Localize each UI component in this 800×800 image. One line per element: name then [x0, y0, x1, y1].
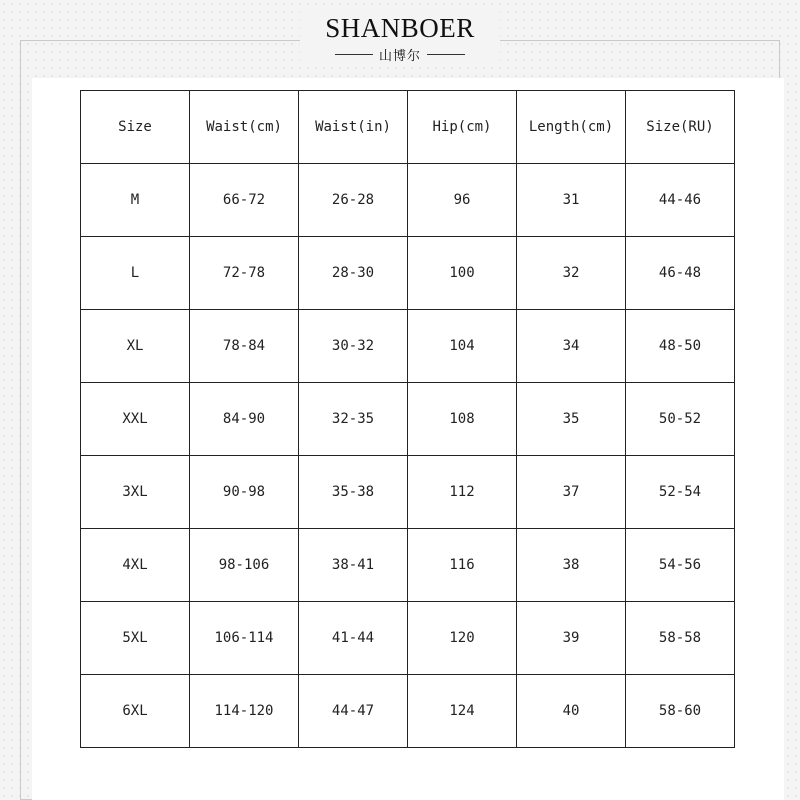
cell-size: XL [81, 310, 190, 383]
brand-subtitle-row [300, 45, 500, 64]
cell-hip-cm: 116 [408, 529, 517, 602]
cell-waist-cm: 72-78 [190, 237, 299, 310]
cell-waist-in: 41-44 [299, 602, 408, 675]
cell-size-ru: 54-56 [626, 529, 735, 602]
header-size-ru: Size(RU) [626, 91, 735, 164]
cell-size: 6XL [81, 675, 190, 748]
cell-waist-in: 44-47 [299, 675, 408, 748]
cell-length-cm: 35 [517, 383, 626, 456]
cell-size: M [81, 164, 190, 237]
cell-length-cm: 34 [517, 310, 626, 383]
table-row [81, 456, 735, 529]
table-row [81, 383, 735, 456]
cell-size-ru: 52-54 [626, 456, 735, 529]
cell-waist-in: 28-30 [299, 237, 408, 310]
cell-hip-cm: 104 [408, 310, 517, 383]
table-row [81, 529, 735, 602]
cell-size: L [81, 237, 190, 310]
header-waist-in: Waist(in) [299, 91, 408, 164]
divider-left [335, 54, 373, 55]
brand-name: SHANBOER [325, 13, 475, 43]
cell-size: 3XL [81, 456, 190, 529]
table-row [81, 602, 735, 675]
header-length-cm: Length(cm) [517, 91, 626, 164]
table-row [81, 675, 735, 748]
cell-hip-cm: 108 [408, 383, 517, 456]
cell-waist-in: 30-32 [299, 310, 408, 383]
header-size: Size [81, 91, 190, 164]
cell-length-cm: 38 [517, 529, 626, 602]
header-hip-cm: Hip(cm) [408, 91, 517, 164]
cell-waist-cm: 84-90 [190, 383, 299, 456]
cell-size-ru: 48-50 [626, 310, 735, 383]
cell-size: 4XL [81, 529, 190, 602]
cell-size: 5XL [81, 602, 190, 675]
cell-size: XXL [81, 383, 190, 456]
cell-length-cm: 32 [517, 237, 626, 310]
cell-waist-cm: 66-72 [190, 164, 299, 237]
cell-length-cm: 40 [517, 675, 626, 748]
cell-waist-in: 32-35 [299, 383, 408, 456]
cell-waist-in: 35-38 [299, 456, 408, 529]
header-waist-cm: Waist(cm) [190, 91, 299, 164]
cell-waist-in: 26-28 [299, 164, 408, 237]
cell-waist-cm: 78-84 [190, 310, 299, 383]
table-row [81, 310, 735, 383]
table-row [81, 164, 735, 237]
cell-waist-cm: 106-114 [190, 602, 299, 675]
cell-hip-cm: 124 [408, 675, 517, 748]
cell-size-ru: 46-48 [626, 237, 735, 310]
cell-hip-cm: 112 [408, 456, 517, 529]
size-chart-table [80, 90, 735, 748]
cell-waist-in: 38-41 [299, 529, 408, 602]
cell-length-cm: 39 [517, 602, 626, 675]
cell-length-cm: 31 [517, 164, 626, 237]
divider-right [427, 54, 465, 55]
cell-waist-cm: 114-120 [190, 675, 299, 748]
cell-hip-cm: 120 [408, 602, 517, 675]
brand-logo [300, 10, 500, 66]
cell-size-ru: 58-60 [626, 675, 735, 748]
table-row [81, 237, 735, 310]
cell-hip-cm: 100 [408, 237, 517, 310]
cell-waist-cm: 98-106 [190, 529, 299, 602]
cell-size-ru: 58-58 [626, 602, 735, 675]
cell-size-ru: 50-52 [626, 383, 735, 456]
table-header-row [81, 91, 735, 164]
cell-hip-cm: 96 [408, 164, 517, 237]
cell-waist-cm: 90-98 [190, 456, 299, 529]
brand-subtitle: 山博尔 [378, 49, 421, 64]
cell-length-cm: 37 [517, 456, 626, 529]
cell-size-ru: 44-46 [626, 164, 735, 237]
